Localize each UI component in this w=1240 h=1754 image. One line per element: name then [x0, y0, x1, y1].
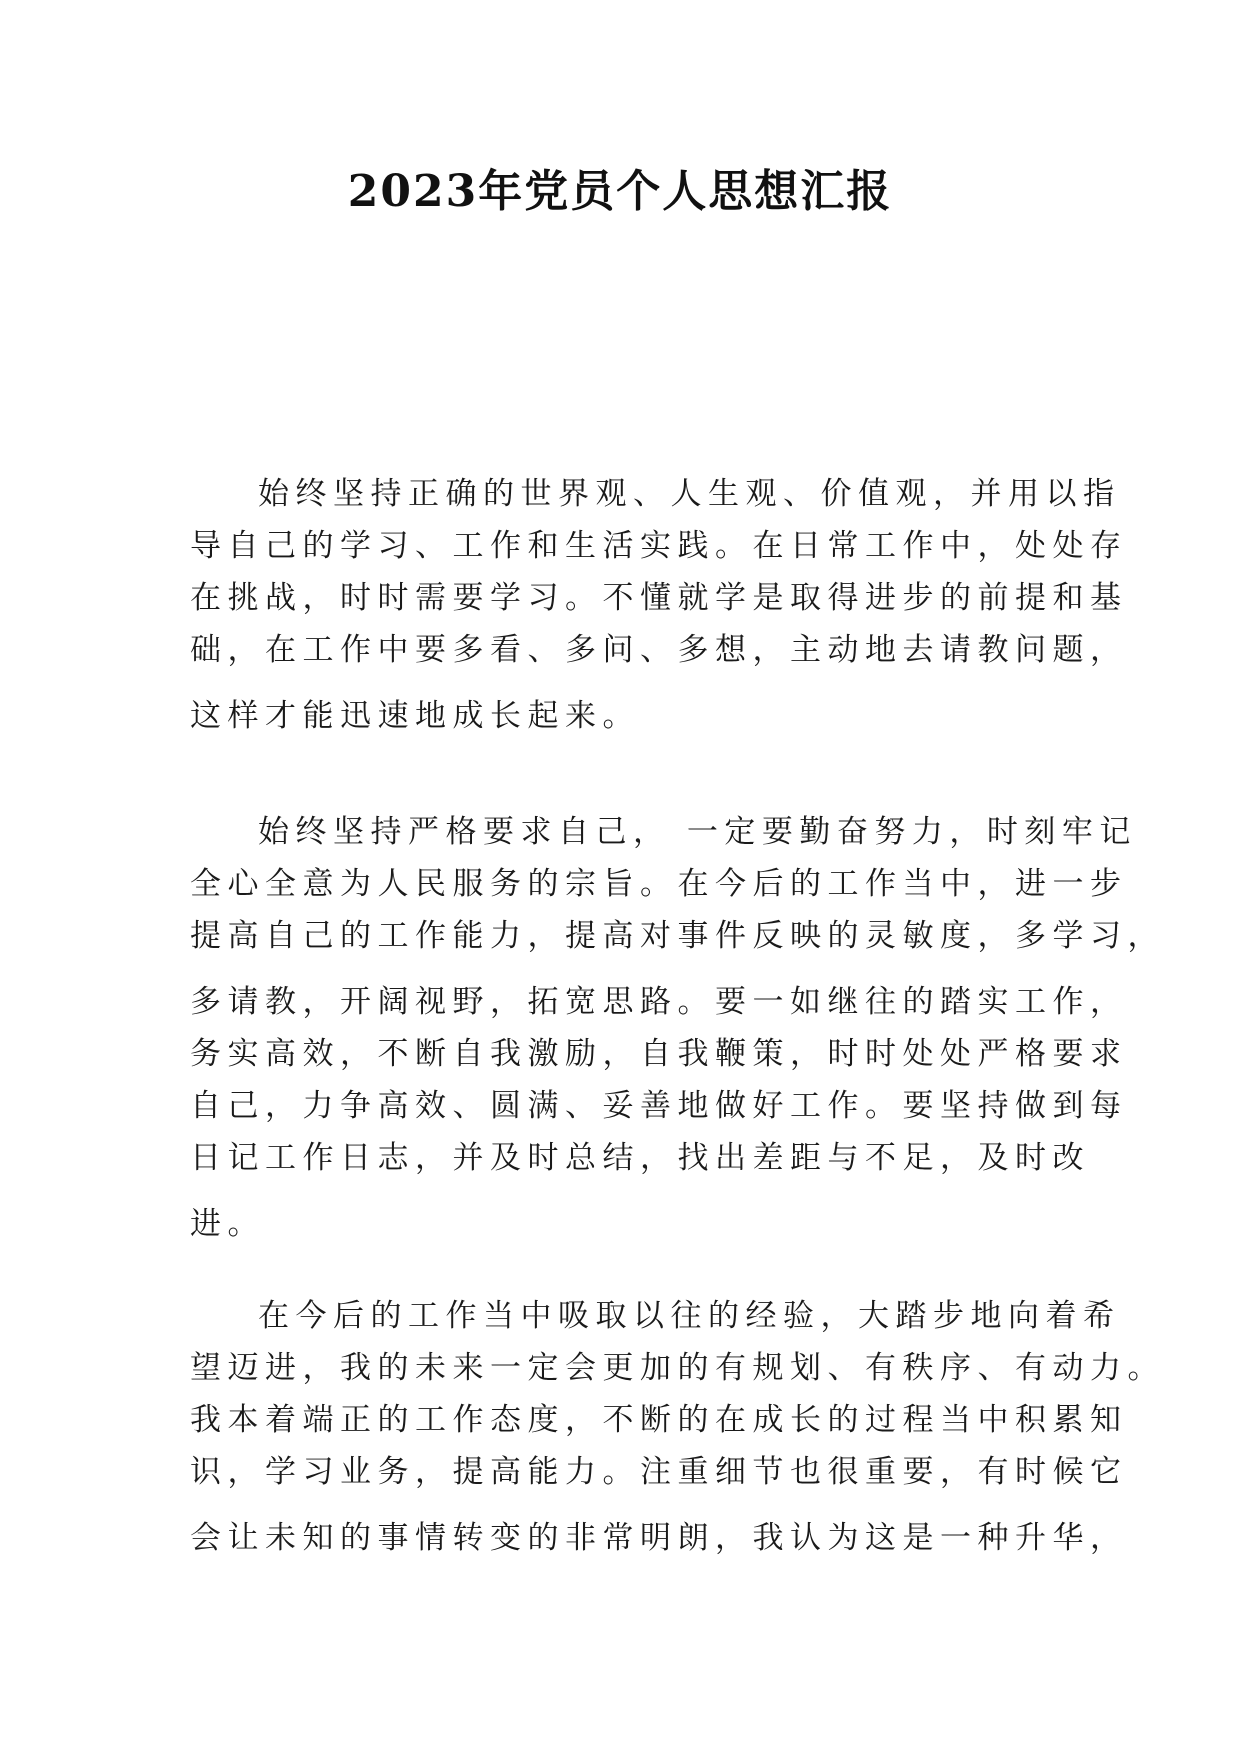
text-line: 自己，力争高效、圆满、妥善地做好工作。要坚持做到每: [190, 1088, 1128, 1124]
paragraph: [190, 468, 1128, 742]
paragraph: [190, 1290, 1165, 1564]
text-line: 日记工作日志，并及时总结，找出差距与不足，及时改: [190, 1140, 1090, 1176]
text-line: 础，在工作中要多看、多问、多想，主动地去请教问题，: [190, 632, 1128, 668]
text-line: 多请教，开阔视野，拓宽思路。要一如继往的踏实工作，: [190, 984, 1128, 1020]
text-line: 进。: [190, 1206, 265, 1242]
page-title: 2023年党员个人思想汇报: [347, 166, 893, 217]
text-line: 导自己的学习、工作和生活实践。在日常工作中，处处存: [190, 528, 1128, 564]
text-line: 我本着端正的工作态度，不断的在成长的过程当中积累知: [190, 1402, 1128, 1438]
text-line: 会让未知的事情转变的非常明朗，我认为这是一种升华，: [190, 1520, 1128, 1556]
text-line: 始终坚持正确的世界观、人生观、价值观，并用以指: [258, 476, 1121, 512]
text-line: 提高自己的工作能力，提高对事件反映的灵敏度，多学习，: [190, 918, 1165, 954]
text-line: 这样才能迅速地成长起来。: [190, 698, 640, 734]
text-line: 务实高效，不断自我激励，自我鞭策，时时处处严格要求: [190, 1036, 1128, 1072]
paragraph: [190, 806, 1165, 1250]
text-line: 望迈进，我的未来一定会更加的有规划、有秩序、有动力。: [190, 1350, 1165, 1386]
text-line: 在今后的工作当中吸取以往的经验，大踏步地向着希: [258, 1298, 1121, 1334]
text-line: 在挑战，时时需要学习。不懂就学是取得进步的前提和基: [190, 580, 1128, 616]
text-line: 识，学习业务，提高能力。注重细节也很重要，有时候它: [190, 1454, 1128, 1490]
text-line: 始终坚持严格要求自己， 一定要勤奋努力，时刻牢记: [258, 814, 1137, 850]
text-line: 全心全意为人民服务的宗旨。在今后的工作当中，进一步: [190, 866, 1128, 902]
document-body: [190, 468, 1165, 1564]
